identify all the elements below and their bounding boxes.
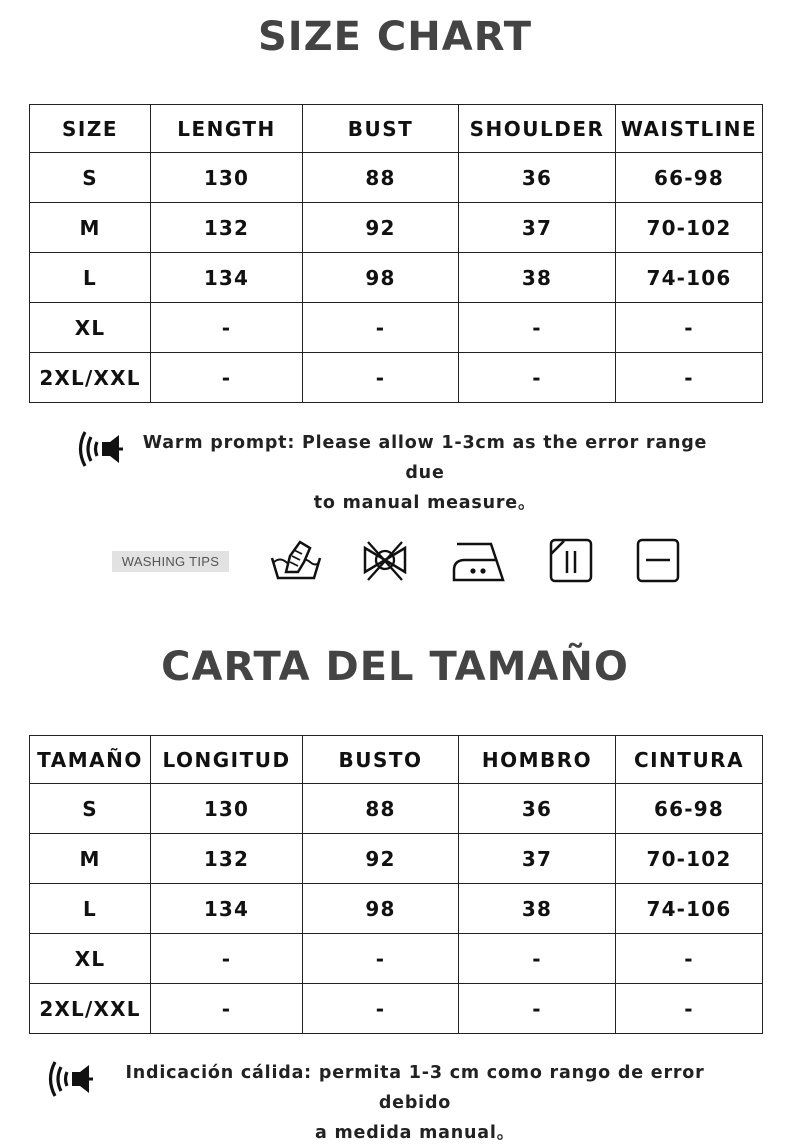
value-cell: 36 — [459, 153, 616, 203]
size-cell: M — [30, 203, 151, 253]
size-cell: 2XL/XXL — [30, 353, 151, 403]
table-row — [30, 203, 763, 253]
value-cell: 70-102 — [616, 834, 763, 884]
value-cell: - — [616, 303, 763, 353]
size-cell: XL — [30, 934, 151, 984]
size-chart-table — [29, 104, 763, 403]
value-cell: 37 — [459, 203, 616, 253]
value-cell: - — [616, 984, 763, 1034]
size-cell: 2XL/XXL — [30, 984, 151, 1034]
prompt-line: to manual measure。 — [313, 493, 537, 513]
speaker-icon — [75, 428, 123, 470]
washing-tips-label: WASHING TIPS — [112, 551, 229, 572]
table-row — [30, 934, 763, 984]
table-row — [30, 884, 763, 934]
header-cell: SHOULDER — [459, 105, 616, 153]
value-cell: 98 — [303, 253, 459, 303]
value-cell: 134 — [151, 253, 303, 303]
size-cell: XL — [30, 303, 151, 353]
table-row — [30, 253, 763, 303]
value-cell: - — [151, 303, 303, 353]
carta-del-tamano-title: CARTA DEL TAMAÑO — [161, 644, 629, 690]
table-header-row — [30, 736, 763, 784]
value-cell: 70-102 — [616, 203, 763, 253]
table-row — [30, 984, 763, 1034]
size-chart-title: SIZE CHART — [257, 14, 533, 60]
value-cell: - — [151, 934, 303, 984]
table-header-row — [30, 105, 763, 153]
size-cell: L — [30, 253, 151, 303]
value-cell: - — [303, 303, 459, 353]
dry-flat-icon — [635, 536, 681, 584]
drip-dry-icon — [548, 536, 594, 584]
warm-prompt-text — [130, 428, 720, 518]
value-cell: 88 — [303, 784, 459, 834]
value-cell: 36 — [459, 784, 616, 834]
value-cell: 74-106 — [616, 253, 763, 303]
value-cell: - — [616, 353, 763, 403]
value-cell: - — [151, 353, 303, 403]
table-row — [30, 784, 763, 834]
value-cell: 66-98 — [616, 153, 763, 203]
value-cell: - — [151, 984, 303, 1034]
value-cell: 92 — [303, 834, 459, 884]
carta-table — [29, 735, 763, 1034]
size-cell: S — [30, 784, 151, 834]
table-row — [30, 353, 763, 403]
table-row — [30, 834, 763, 884]
value-cell: 38 — [459, 253, 616, 303]
prompt-line: Indicación cálida: permita 1-3 cm como rango de error debido — [125, 1063, 705, 1113]
table-row — [30, 153, 763, 203]
value-cell: - — [459, 984, 616, 1034]
header-cell: CINTURA — [616, 736, 763, 784]
value-cell: 88 — [303, 153, 459, 203]
value-cell: 92 — [303, 203, 459, 253]
value-cell: - — [459, 353, 616, 403]
value-cell: 66-98 — [616, 784, 763, 834]
value-cell: 134 — [151, 884, 303, 934]
value-cell: 130 — [151, 153, 303, 203]
header-cell: BUST — [303, 105, 459, 153]
value-cell: - — [616, 934, 763, 984]
value-cell: - — [459, 303, 616, 353]
header-cell: TAMAÑO — [30, 736, 151, 784]
value-cell: 132 — [151, 834, 303, 884]
size-cell: S — [30, 153, 151, 203]
value-cell: 98 — [303, 884, 459, 934]
header-cell: LONGITUD — [151, 736, 303, 784]
header-cell: LENGTH — [151, 105, 303, 153]
value-cell: 130 — [151, 784, 303, 834]
do-not-tumble-dry-icon — [362, 536, 408, 584]
size-cell: L — [30, 884, 151, 934]
value-cell: - — [303, 984, 459, 1034]
header-cell: BUSTO — [303, 736, 459, 784]
value-cell: - — [303, 934, 459, 984]
value-cell: 132 — [151, 203, 303, 253]
indicacion-prompt-text — [95, 1058, 735, 1148]
prompt-line: a medida manual。 — [314, 1123, 516, 1143]
header-cell: WAISTLINE — [616, 105, 763, 153]
hand-wash-icon — [270, 536, 322, 584]
value-cell: - — [303, 353, 459, 403]
iron-low-heat-icon — [451, 536, 507, 584]
size-cell: M — [30, 834, 151, 884]
value-cell: 37 — [459, 834, 616, 884]
value-cell: 74-106 — [616, 884, 763, 934]
prompt-line: Warm prompt: Please allow 1-3cm as the error range due — [142, 433, 708, 483]
header-cell: HOMBRO — [459, 736, 616, 784]
header-cell: SIZE — [30, 105, 151, 153]
speaker-icon — [45, 1058, 93, 1100]
table-row — [30, 303, 763, 353]
value-cell: 38 — [459, 884, 616, 934]
value-cell: - — [459, 934, 616, 984]
